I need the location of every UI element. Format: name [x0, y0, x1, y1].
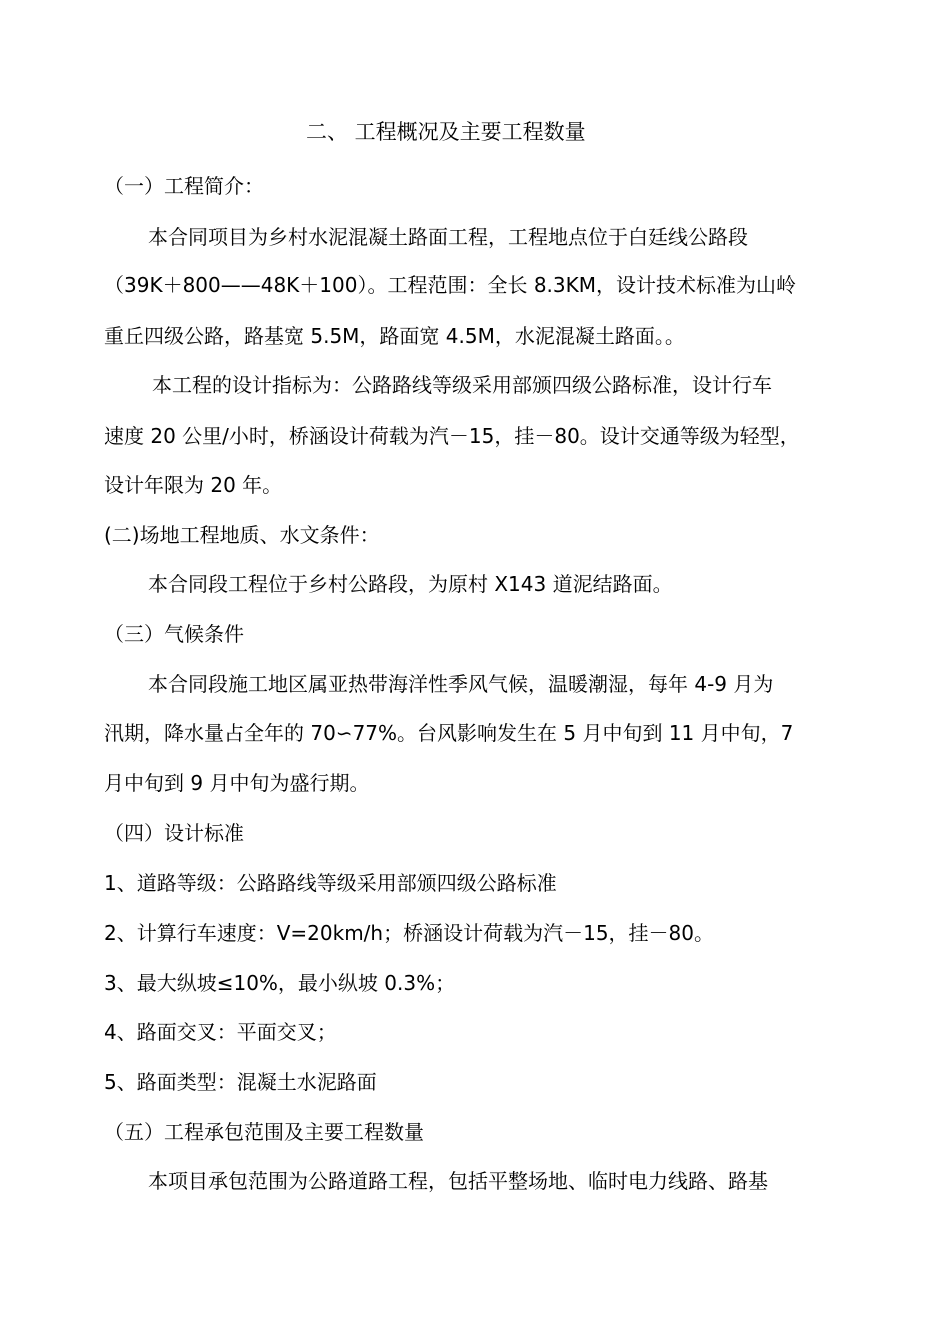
list-item: 2、计算行车速度：V=20km/h；桥涵设计荷载为汽－15，挂－80。 — [104, 921, 714, 945]
paragraph-line: 本合同项目为乡村水泥混凝土路面工程，工程地点位于白廷线公路段 — [148, 225, 748, 249]
paragraph-line: 本项目承包范围为公路道路工程，包括平整场地、临时电力线路、路基 — [148, 1169, 768, 1193]
list-item: 4、路面交叉：平面交叉； — [104, 1020, 337, 1044]
paragraph-line: 速度 20 公里/小时，桥涵设计荷载为汽－15，挂－80。设计交通等级为轻型， — [104, 424, 800, 448]
paragraph-line: 设计年限为 20 年。 — [104, 473, 283, 497]
heading-site-geology: (二)场地工程地质、水文条件： — [104, 523, 380, 547]
heading-climate: （三）气候条件 — [104, 622, 244, 646]
list-item: 3、最大纵坡≤10%，最小纵坡 0.3%； — [104, 971, 456, 995]
list-item: 5、路面类型：混凝土水泥路面 — [104, 1070, 377, 1094]
document-title: 二、 工程概况及主要工程数量 — [306, 120, 586, 144]
paragraph-line: 汛期，降水量占全年的 70∽77%。台风影响发生在 5 月中旬到 11 月中旬，7 — [104, 721, 794, 745]
paragraph-line: 本合同段施工地区属亚热带海洋性季风气候，温暖潮湿，每年 4-9 月为 — [148, 672, 774, 696]
paragraph-line: 重丘四级公路，路基宽 5.5M，路面宽 4.5M，水泥混凝土路面。。 — [104, 324, 685, 348]
heading-contract-scope: （五）工程承包范围及主要工程数量 — [104, 1120, 424, 1144]
paragraph-line: 月中旬到 9 月中旬为盛行期。 — [104, 771, 370, 795]
paragraph-line: 本工程的设计指标为：公路路线等级采用部颁四级公路标准，设计行车 — [152, 373, 772, 397]
paragraph-line: 本合同段工程位于乡村公路段，为原村 X143 道泥结路面。 — [148, 572, 673, 596]
heading-design-standard: （四）设计标准 — [104, 821, 244, 845]
list-item: 1、道路等级：公路路线等级采用部颁四级公路标准 — [104, 871, 557, 895]
paragraph-line: （39K＋800——48K＋100）。工程范围：全长 8.3KM，设计技术标准为山岭 — [104, 273, 797, 297]
heading-engineering-intro: （一）工程简介： — [104, 174, 264, 198]
